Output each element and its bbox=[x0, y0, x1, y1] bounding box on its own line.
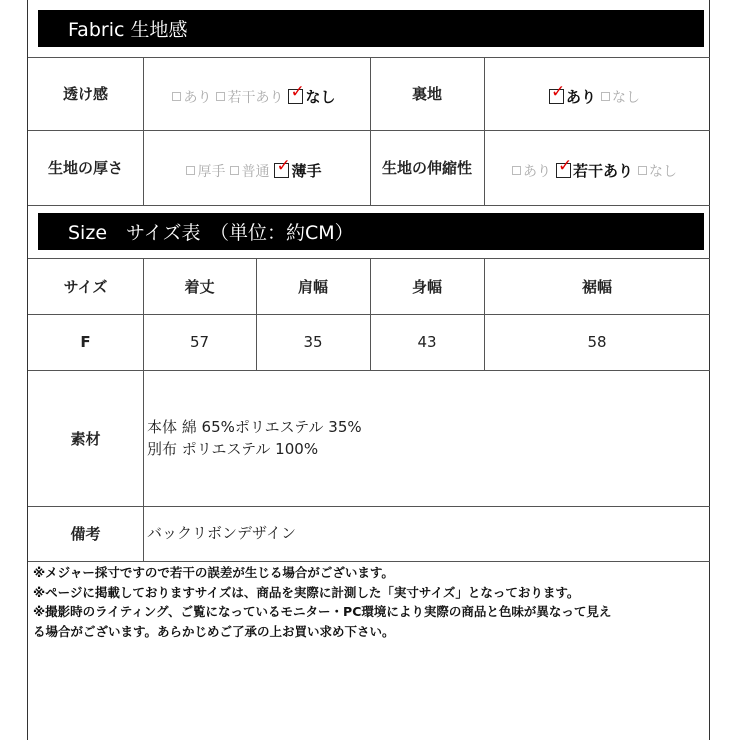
stretch-options bbox=[484, 130, 710, 205]
unchecked-box-icon bbox=[186, 166, 195, 175]
size-header-size: サイズ bbox=[63, 277, 108, 296]
thickness-option bbox=[186, 161, 225, 181]
note-line: る場合がございます。あらかじめご了承の上お買い求め下さい。 bbox=[33, 623, 395, 639]
size-header-shoulder: 肩幅 bbox=[297, 277, 328, 296]
fabric-label-lining: 裏地 bbox=[411, 85, 442, 103]
option-label: 薄手 bbox=[291, 162, 322, 180]
lining-option bbox=[601, 87, 640, 107]
fabric-section-title: Fabric 生地感 bbox=[68, 19, 188, 41]
size-section-header bbox=[38, 213, 704, 250]
checked-box-icon: ✓ bbox=[276, 156, 291, 176]
checked-box-icon: ✓ bbox=[557, 156, 573, 176]
remarks-label: 備考 bbox=[70, 525, 101, 543]
stretch-option bbox=[512, 161, 551, 181]
note-line: ※メジャー採寸ですので若干の誤差が生じる場合がございます。 bbox=[33, 565, 394, 580]
size-value-chest: 43 bbox=[417, 333, 437, 351]
note-line: ※撮影時のライティング、ご覧になっているモニター・PC環境により実際の商品と色味が異なって見え bbox=[33, 604, 612, 619]
fabric-label-sheerness: 透け感 bbox=[62, 85, 108, 103]
fabric-label-stretch: 生地の伸縮性 bbox=[381, 159, 472, 177]
size-header-hem: 裾幅 bbox=[581, 277, 612, 296]
option-label: あり bbox=[522, 163, 551, 180]
option-label: なし bbox=[305, 88, 336, 106]
stretch-option bbox=[638, 161, 677, 181]
sheerness-option bbox=[216, 87, 283, 107]
divider bbox=[28, 561, 710, 562]
sheerness-option bbox=[172, 87, 211, 107]
lining-options bbox=[484, 57, 710, 130]
material-line-body: 本体 綿 65%ポリエステル 35% bbox=[147, 418, 362, 436]
unchecked-box-icon bbox=[601, 92, 610, 101]
size-value-size: F bbox=[80, 333, 91, 351]
size-header-chest: 身幅 bbox=[411, 277, 442, 296]
stretch-option bbox=[556, 156, 633, 181]
option-label: 普通 bbox=[241, 163, 270, 180]
option-label: あり bbox=[565, 88, 596, 106]
material-text bbox=[147, 416, 362, 460]
fabric-label-thickness: 生地の厚さ bbox=[47, 159, 123, 177]
checked-box-icon: ✓ bbox=[290, 82, 305, 102]
lining-option bbox=[549, 82, 596, 107]
disclaimer-notes bbox=[33, 563, 611, 641]
option-label: 厚手 bbox=[197, 163, 226, 180]
thickness-option bbox=[274, 156, 322, 181]
unchecked-box-icon bbox=[172, 92, 181, 101]
size-value-shoulder: 35 bbox=[303, 333, 323, 351]
size-value-length: 57 bbox=[189, 333, 210, 351]
size-section-title: Size サイズ表 （単位：約CM） bbox=[68, 222, 354, 244]
option-label: なし bbox=[612, 89, 640, 106]
fabric-section-header bbox=[38, 10, 704, 47]
sheerness-option bbox=[288, 82, 336, 107]
material-label: 素材 bbox=[70, 429, 101, 448]
sheerness-options bbox=[143, 57, 370, 130]
unchecked-box-icon bbox=[230, 166, 239, 175]
option-label: 若干あり bbox=[227, 89, 284, 106]
thickness-option bbox=[230, 161, 269, 181]
unchecked-box-icon bbox=[216, 92, 225, 101]
unchecked-box-icon bbox=[512, 166, 521, 175]
remarks-text: バックリボンデザイン bbox=[147, 524, 296, 542]
option-label: 若干あり bbox=[572, 162, 633, 180]
thickness-options bbox=[143, 130, 370, 205]
size-value-hem: 58 bbox=[587, 333, 607, 351]
size-header-length: 着丈 bbox=[184, 277, 215, 296]
checked-box-icon: ✓ bbox=[550, 82, 566, 102]
material-line-sub: 別布 ポリエステル 100% bbox=[147, 440, 319, 458]
unchecked-box-icon bbox=[638, 166, 647, 175]
note-line: ※ページに掲載しておりますサイズは、商品を実際に計測した「実寸サイズ」となっております。 bbox=[33, 584, 580, 600]
option-label: あり bbox=[183, 89, 212, 106]
divider bbox=[28, 205, 710, 206]
option-label: なし bbox=[649, 163, 677, 180]
